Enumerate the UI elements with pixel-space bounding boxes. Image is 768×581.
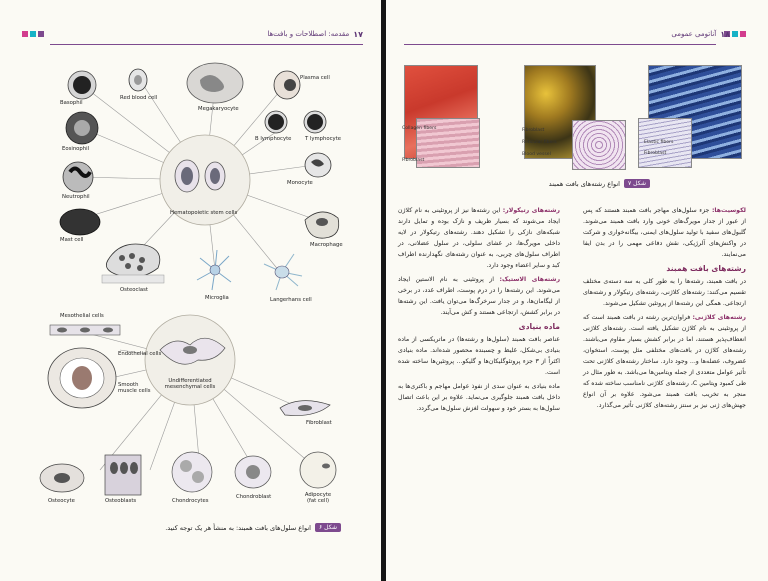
label-t-lymphocyte: T lymphocyte	[305, 136, 342, 142]
reticular-text: این رشته‌ها نیز از پروتئینی به نام کلاژن ایجاد می‌شوند که بسیار ظریف و نازک بوده و تمایل دارند شبکه‌های نازکی را تشکیل دهند. رشته‌های رتیکولار در لایه داخلی مویرگ‌ها، در غشای سلولی، در سلول عضلانی، در اطراف سلول‌های چربی، به عنوان رشته‌های نگهدارنده اطراف کبد و سایر اعضاء وجود دارد.	[398, 207, 560, 269]
reticular-fibers-inset	[572, 120, 626, 170]
label-fibroblast-collagen: Fibroblast	[402, 158, 425, 163]
header-rule	[404, 44, 716, 45]
label-fibroblast-elastic: Fibroblast	[644, 151, 667, 156]
label-eosinophil: Eosinophil	[62, 146, 90, 152]
label-red-blood-cell: Red blood cell	[120, 95, 158, 101]
label-smooth-muscle-cells: Smooth muscle cells	[118, 382, 151, 394]
collagen-paragraph	[583, 312, 746, 411]
label-osteocyte: Osteocyte	[48, 498, 75, 504]
label-fibroblast: Fibroblast	[306, 420, 332, 426]
figure-6-caption	[165, 523, 341, 532]
ground-substance-function: ماده بنیادی به عنوان سدی از نفوذ عوامل مهاجم و باکتری‌ها به داخل بافت همبند جلوگیری می‌نماید. علاوه بر این باعث اتصال سلول‌ها به بستر خود و سهولت لغزش سلول‌ها می‌گردد.	[398, 383, 560, 412]
label-mesothelial-cells: Mesothelial cells	[60, 313, 104, 319]
label-chondroblast: Chondroblast	[236, 494, 272, 500]
chapter-title: مقدمه: اصطلاحات و بافت‌ها	[267, 30, 350, 38]
fibers-intro: در بافت همبند، رشته‌ها را به طور کلی به سه دسته‌ی مختلف تقسیم می‌کنند: رشته‌های کلاژنی، رشته‌های رتیکولار و رشته‌های ارتجاعی. همگی این رشته‌ها از پروتئین تشکیل می‌شوند.	[583, 278, 746, 307]
figure-6-tag: شکل ۶	[315, 523, 341, 532]
label-neutrophil: Neutrophil	[62, 194, 90, 200]
left-page	[0, 0, 381, 581]
label-microglia: Microglia	[205, 295, 229, 301]
label-collagen-fibers: Collagen fibers	[402, 126, 437, 131]
left-text-column	[398, 205, 560, 417]
label-hematopoietic-stem-cells: Hematopoietic stem cells	[170, 210, 238, 216]
label-reticular-fibers: Reticular fibers	[522, 140, 557, 145]
figure-7-caption-text: انواع رشته‌های بافت همبند	[548, 179, 620, 188]
right-page-header	[671, 27, 730, 41]
reticular-term: رشته‌های رتیکولار:	[502, 207, 560, 214]
label-adipocyte: Adipocyte (fat cell)	[304, 492, 332, 504]
label-macrophage: Macrophage	[310, 242, 343, 248]
collagen-text: فراوان‌ترین رشته در بافت همبند است که از پروتئینی به نام کلاژن تشکیل یافته است. رشته‌های کلاژنی انعطاف‌پذیر هستند، اما در برابر کشش بسیار مقاوم می‌باشند. رشته‌های کلاژن در بافت‌های مختلفی مثل پوست، استخوان، غضروف، عضله‌ها و... وجود دارد. ساختار رشته‌های کلاژنی تحت تأثیر عوامل متعددی از جمله ویتامین‌ها می‌باشد. به طور مثال در طی کمبود ویتامین C، رشته‌های کلاژنی نامناسب ساخته شده که منجر به تخریب بافت همبند می‌شود. علاوه بر آن انواع جهش‌های ژنی نیز بر سنتز رشته‌های کلاژنی تأثیر می‌گذارد.	[583, 314, 746, 409]
label-endothelial-cells: Endothelial cells	[118, 351, 162, 357]
label-elastic-fibers: Elastic fibers	[644, 140, 674, 145]
leukocytes-text: جزء سلول‌های مهاجر بافت همبند هستند که پس از عبور از جدار مویرگ‌های خونی وارد بافت همبند می‌شوند. گلبول‌های سفید با تولید سلول‌های ایمنی، بیگانه‌خواری و شرکت در واکنش‌های آلرژیکی، نقش دفاعی مهمی را در بدن ایفا می‌نمایند.	[583, 207, 746, 258]
ground-substance-paragraph: عناصر بافت همبند (سلول‌ها و رشته‌ها) در ماتریکسی از ماده بنیادی بی‌شکل، غلیظ و چسبنده محصور شده‌اند. ماده بنیادی اکثراً از ۳ جزء پروتئوگلیکان‌ها و گلیکو... پروتئین‌ها ساخته شده است.	[398, 336, 560, 376]
label-monocyte: Monocyte	[287, 180, 313, 186]
elastic-text: از پروتئینی به نام الاستین ایجاد می‌شوند. این رشته‌ها را در درم پوست، اطراف غدد، در برخی از لیگامان‌ها، و در جدار سرخرگ‌ها می‌توان یافت. این رشته‌ها در برابر کشش، ارتجاعی هستند و کش می‌آیند.	[398, 276, 560, 316]
label-blood-vessel: Blood vessel	[522, 152, 551, 157]
figure-7-tag: شکل ۷	[624, 179, 650, 188]
leukocytes-term: لکوسیت‌ها:	[711, 207, 746, 214]
elastic-paragraph	[398, 274, 560, 318]
label-chondrocytes: Chondrocytes	[172, 498, 209, 504]
label-osteoclast: Osteoclast	[120, 287, 148, 293]
figure-7-caption	[549, 179, 650, 188]
label-langerhans-cell: Langerhans cell	[270, 297, 312, 303]
leukocytes-paragraph	[583, 205, 746, 260]
label-basophil: Basophil	[60, 100, 83, 106]
label-fibroblast-reticular: Fibroblast	[522, 128, 545, 133]
fibers-heading: رشته‌های بافت همبند	[666, 264, 746, 273]
right-text-column	[583, 205, 746, 414]
label-osteoblasts: Osteoblasts	[105, 498, 137, 504]
chapter-title: آناتومی عمومی	[671, 30, 717, 38]
cyan-square-icon	[732, 31, 738, 37]
page-number: ۱۷	[353, 29, 363, 39]
collagen-term: رشته‌های کلاژنی:	[692, 314, 746, 321]
figure-6-caption-text: انواع سلول‌های بافت همبند: به منشأ هر یک توجه کنید.	[165, 523, 311, 532]
label-b-lymphocyte: B lymphocyte	[255, 136, 292, 142]
pink-square-icon	[740, 31, 746, 37]
right-page	[386, 0, 768, 581]
label-megakaryocyte: Megakaryocyte	[198, 106, 239, 112]
page-number: ۱۸	[720, 29, 730, 39]
elastic-term: رشته‌های الاستیک:	[499, 276, 561, 283]
label-mesenchymal-cells: Undifferentiated mesenchymal cells	[164, 378, 216, 390]
reticular-paragraph	[398, 205, 560, 271]
label-plasma-cell: Plasma cell	[300, 75, 330, 81]
label-mast-cell: Mast cell	[60, 237, 84, 243]
ground-substance-heading: ماده بنیادی	[518, 322, 560, 331]
